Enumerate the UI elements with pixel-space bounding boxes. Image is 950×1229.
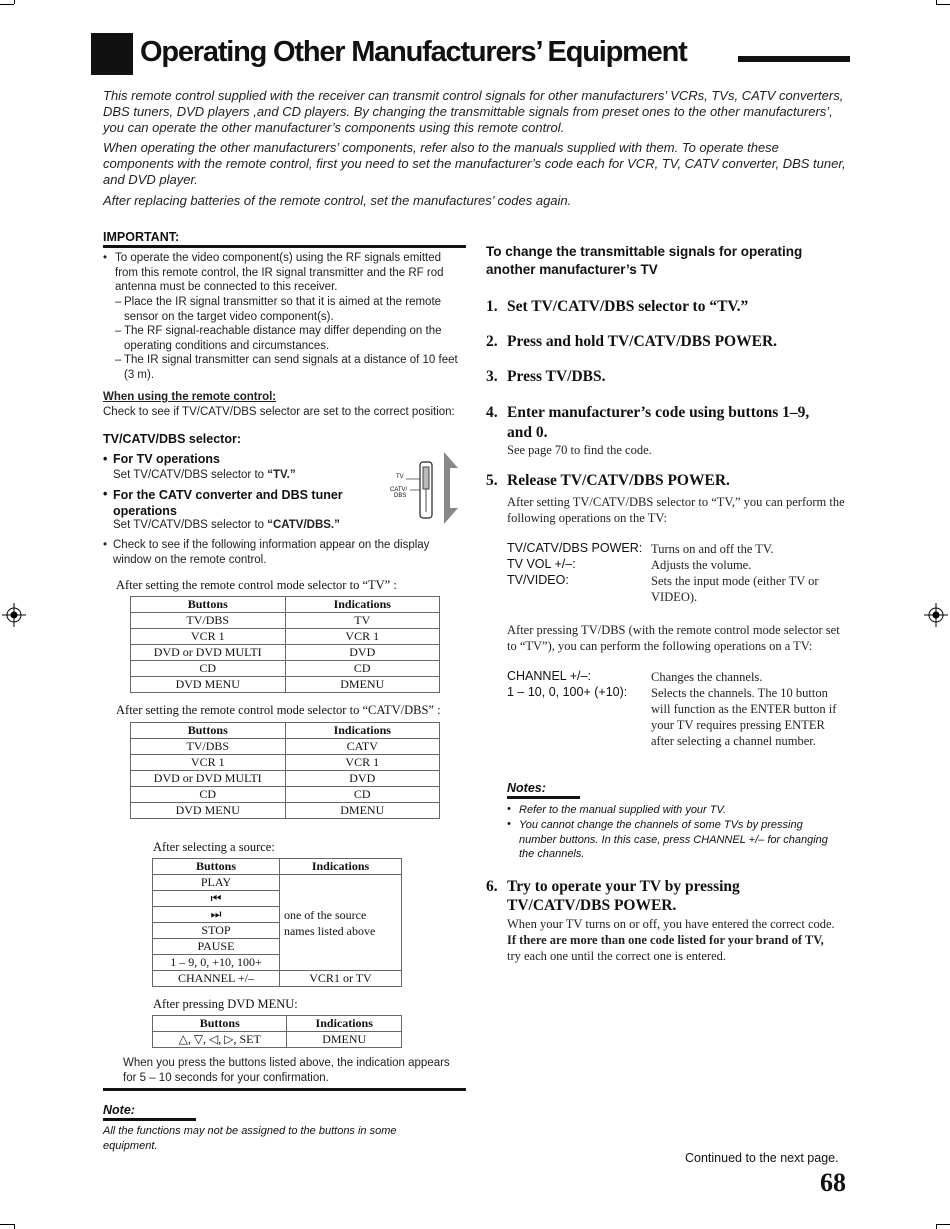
table-cell: VCR 1 (285, 629, 440, 645)
tv-operations-title: For TV operations (113, 452, 220, 466)
table-row (131, 629, 440, 645)
table-row (153, 1032, 402, 1048)
note-item: You cannot change the channels of some TVs by pressing number buttons. In this case, press CHANNEL +/– for changing the channels. (519, 819, 828, 860)
table-cell: TV (285, 613, 440, 629)
crop-mark (0, 1224, 14, 1225)
table-cell: DMENU (285, 677, 440, 693)
crop-mark (0, 4, 14, 5)
table-header-row (131, 723, 440, 739)
op-desc: Sets the input mode (either TV or VIDEO). (651, 574, 819, 604)
table1-caption: After setting the remote control mode selector to “TV” : (116, 578, 397, 592)
table-header-buttons: Buttons (131, 723, 286, 739)
remote-use-text: Check to see if TV/CATV/DBS selector are set to the correct position: (103, 406, 455, 418)
table-header-indications: Indications (285, 597, 440, 613)
step-text: Press and hold TV/CATV/DBS POWER. (507, 333, 778, 350)
crop-mark (14, 1224, 15, 1229)
switch-label-tv: TV (396, 474, 404, 480)
selector-check-text: Check to see if the following information appear on the display window on the remote control. (113, 539, 430, 566)
step-number: 1. (486, 298, 498, 315)
table-cell: VCR 1 (131, 755, 286, 771)
switch-label-catv: CATV/ (390, 487, 408, 493)
title-block-decoration (91, 33, 133, 75)
table-header-indications: Indications (285, 723, 440, 739)
table-cell: PLAY (153, 875, 280, 891)
catv-operations-title: For the CATV converter and DBS tuner operations (113, 488, 343, 518)
crop-mark (936, 0, 937, 4)
continued-text: Continued to the next page. (685, 1151, 839, 1165)
table-cell: DVD or DVD MULTI (131, 645, 286, 661)
selector-heading: TV/CATV/DBS selector: (103, 432, 241, 446)
table3-caption: After selecting a source: (153, 840, 275, 854)
op-desc: Selects the channels. The 10 button will function as the ENTER button if your TV requires pressing ENTER after selecting a channel number. (651, 686, 837, 748)
registration-mark-icon (2, 603, 26, 627)
important-rule (103, 245, 466, 248)
important-dash-1: Place the IR signal transmitter so that it is aimed at the remote sensor on the target video component(s). (124, 296, 442, 323)
table-row (131, 739, 440, 755)
step-2 (486, 333, 777, 351)
bullet-dot: • (507, 818, 511, 830)
table-cell: DVD or DVD MULTI (131, 771, 286, 787)
table-cell: STOP (153, 923, 280, 939)
table-header-row (131, 597, 440, 613)
op-key: TV/CATV/DBS POWER: (507, 541, 643, 555)
bullet-dot: • (103, 539, 108, 551)
note-rule (507, 796, 580, 799)
table-header-buttons: Buttons (131, 597, 286, 613)
step-text: Try to operate your TV by pressing TV/CATV/DBS POWER. (507, 878, 740, 914)
table-row (131, 771, 440, 787)
table-cell: TV/DBS (131, 739, 286, 755)
switch-label-dbs: DBS (394, 493, 407, 499)
important-dash-3: The IR signal transmitter can send signals at a distance of 10 feet (3 m). (124, 354, 458, 381)
indications-table-catv (130, 722, 440, 819)
crop-mark (14, 0, 15, 4)
table-header-row (153, 1016, 402, 1032)
table4-caption: After pressing DVD MENU: (153, 997, 298, 1011)
left-note-text: All the functions may not be assigned to the buttons in some equipment. (103, 1125, 397, 1152)
important-dash-2: The RF signal-reachable distance may differ depending on the operating conditions and circumstances. (124, 325, 442, 352)
indications-table-tv (130, 596, 440, 693)
step-6-sub-bold: If there are more than one code listed for your brand of TV, (507, 933, 824, 947)
crop-mark (936, 1224, 937, 1229)
step-6-sub: try each one until the correct one is entered. (507, 949, 727, 963)
op-desc: Adjusts the volume. (651, 558, 752, 572)
table-header-indications: Indications (279, 859, 401, 875)
dash-mark: – (115, 354, 122, 366)
step-6-sub: When your TV turns on or off, you have entered the correct code. (507, 917, 835, 931)
step-4-sub: See page 70 to find the code. (507, 443, 652, 457)
table-cell: DVD (285, 645, 440, 661)
skip-forward-icon: ⏭ (153, 907, 280, 923)
table-cell: △, ▽, ◁, ▷, SET (153, 1032, 287, 1048)
op-desc: Turns on and off the TV. (651, 542, 774, 556)
intro-paragraph-3: After replacing batteries of the remote control, set the manufactures’ codes again. (103, 193, 572, 208)
table-header-row (153, 859, 402, 875)
crop-mark (936, 4, 950, 5)
table-row (153, 971, 402, 987)
dash-mark: – (115, 296, 122, 308)
table-cell: TV/DBS (131, 613, 286, 629)
step-text: Release TV/CATV/DBS POWER. (507, 472, 730, 489)
dash-mark: – (115, 325, 122, 337)
table-note: When you press the buttons listed above, the indication appears for 5 – 10 seconds for your confirmation. (123, 1057, 450, 1084)
bullet-dot: • (507, 803, 511, 815)
step-number: 2. (486, 333, 498, 350)
crop-mark (936, 1224, 950, 1225)
step-text: Set TV/CATV/DBS selector to “TV.” (507, 298, 749, 315)
table-cell: CD (131, 787, 286, 803)
registration-mark-icon (924, 603, 948, 627)
table-cell: VCR1 or TV (279, 971, 401, 987)
step-text: Enter manufacturer’s code using buttons 1–9, and 0. (507, 404, 810, 441)
table-cell: CHANNEL +/– (153, 971, 280, 987)
table-cell: CD (285, 661, 440, 677)
tv-operations-text: Set TV/CATV/DBS selector to “TV.” (113, 469, 296, 481)
indications-table-dvd-menu (152, 1015, 402, 1048)
table-row (131, 613, 440, 629)
table-row (131, 645, 440, 661)
step-number: 5. (486, 472, 498, 489)
bullet-dot: • (103, 252, 108, 264)
note-rule (103, 1118, 196, 1121)
table-cell: CD (285, 787, 440, 803)
table-cell: DMENU (287, 1032, 402, 1048)
important-heading: IMPORTANT: (103, 230, 180, 244)
table-header-buttons: Buttons (153, 859, 280, 875)
op-key: TV VOL +/–: (507, 557, 576, 571)
intro-paragraph-2: When operating the other manufacturers’ components, refer also to the manuals supplied with them. To operate these components with the remote control, first you need to set the manufacturer’s code each for VCR, TV, CATV converter, DBS tuner, and DVD player. (103, 140, 846, 187)
catv-operations-text: Set TV/CATV/DBS selector to “CATV/DBS.” (113, 519, 340, 531)
table-cell: PAUSE (153, 939, 280, 955)
right-heading: To change the transmittable signals for operating another manufacturer’s TV (486, 244, 803, 277)
remote-use-heading: When using the remote control: (103, 391, 277, 403)
op-key: CHANNEL +/–: (507, 669, 591, 683)
table-cell: DVD (285, 771, 440, 787)
intro-paragraph-1: This remote control supplied with the receiver can transmit control signals for other manufacturers’ VCRs, TVs, CATV converters, DBS tuners, DVD players ,and CD players. By changing the transmittable signals from preset ones to the other manufacturers’, you can operate the other manufacturer’s components using this remote control. (103, 88, 844, 135)
table-cell: DMENU (285, 803, 440, 819)
op-key: TV/VIDEO: (507, 573, 569, 587)
table-header-indications: Indications (287, 1016, 402, 1032)
after-tv-dbs-text: After pressing TV/DBS (with the remote control mode selector set to “TV”), you can perform the following operations on a TV: (507, 623, 840, 653)
table-row (131, 677, 440, 693)
step-1 (486, 298, 748, 316)
selector-switch-illustration (388, 450, 464, 526)
table-cell: CD (131, 661, 286, 677)
left-note-heading: Note: (103, 1103, 135, 1117)
title-rule (738, 56, 850, 62)
indications-table-source (152, 858, 402, 987)
section-end-rule (103, 1088, 466, 1091)
step-number: 6. (486, 878, 498, 895)
table-cell: DVD MENU (131, 803, 286, 819)
table-cell: VCR 1 (285, 755, 440, 771)
step-6 (486, 877, 831, 915)
table-cell: VCR 1 (131, 629, 286, 645)
notes-heading: Notes: (507, 781, 546, 795)
table-cell: CATV (285, 739, 440, 755)
step-5-sub: After setting TV/CATV/DBS selector to “TV,” you can perform the following operations on the TV: (507, 495, 845, 525)
step-3 (486, 368, 605, 386)
table-cell: 1 – 9, 0, +10, 100+ (153, 955, 280, 971)
table-cell: DVD MENU (131, 677, 286, 693)
bullet-dot: • (103, 452, 108, 466)
op-key: 1 – 10, 0, 100+ (+10): (507, 685, 628, 699)
step-number: 4. (486, 404, 498, 421)
step-5 (486, 472, 730, 490)
table-header-buttons: Buttons (153, 1016, 287, 1032)
step-text: Press TV/DBS. (507, 368, 606, 385)
op-desc: Changes the channels. (651, 670, 763, 684)
table-row (131, 661, 440, 677)
page-number: 68 (820, 1168, 846, 1197)
table-row (153, 875, 402, 891)
table-row (131, 803, 440, 819)
step-number: 3. (486, 368, 498, 385)
table-cell-merged: one of the source names listed above (279, 875, 401, 971)
skip-back-icon: ⏮ (153, 891, 280, 907)
table2-caption: After setting the remote control mode selector to “CATV/DBS” : (116, 703, 441, 717)
step-4 (486, 403, 831, 443)
table-row (131, 787, 440, 803)
bullet-dot: • (103, 487, 108, 501)
important-bullet: To operate the video component(s) using the RF signals emitted from this remote control, the IR signal transmitter and the RF rod antenna must be connected to this receiver. (115, 252, 444, 293)
page-title: Operating Other Manufacturers’ Equipment (140, 36, 687, 68)
table-row (131, 755, 440, 771)
note-item: Refer to the manual supplied with your TV. (519, 804, 727, 816)
